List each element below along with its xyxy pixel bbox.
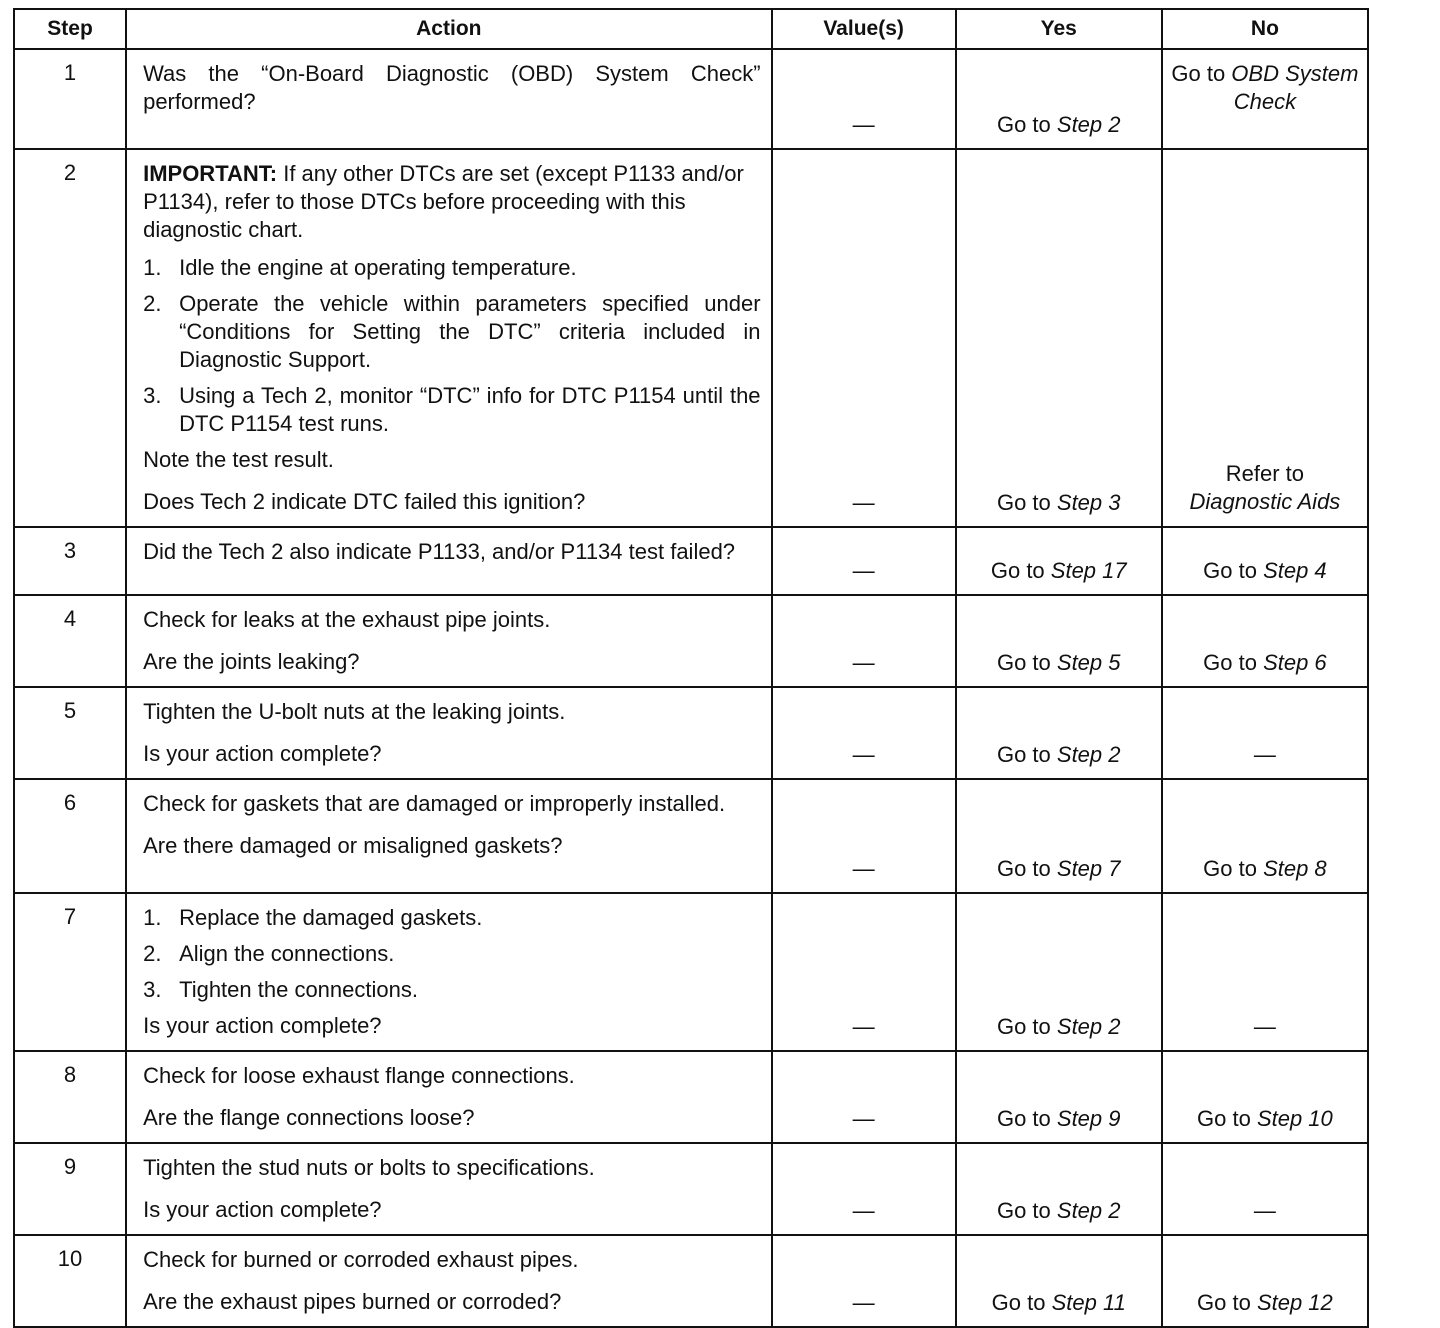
no-prefix: Go to: [1203, 558, 1264, 583]
value-cell: —: [772, 149, 956, 527]
no-link[interactable]: Step 6: [1263, 650, 1327, 675]
value-cell: —: [772, 1235, 956, 1327]
action-cell: [126, 779, 771, 893]
action-text: Was the “On-Board Diagnostic (OBD) System Check” performed?: [143, 61, 761, 114]
action-text: Tighten the stud nuts or bolts to specifications.: [143, 1155, 595, 1180]
header-step: Step: [14, 9, 126, 49]
important-note: [143, 160, 760, 244]
item-text: Replace the damaged gaskets.: [179, 905, 483, 930]
list-item: [143, 976, 760, 1004]
action-cell: [126, 527, 771, 595]
value-cell: —: [772, 1143, 956, 1235]
yes-cell: [956, 1051, 1162, 1143]
action-text: Tighten the U-bolt nuts at the leaking joints.: [143, 699, 566, 724]
table-row: [14, 49, 1368, 149]
list-item: [143, 382, 760, 438]
list-item: [143, 940, 760, 968]
yes-cell: [956, 49, 1162, 149]
value-cell: —: [772, 527, 956, 595]
table-row: [14, 893, 1368, 1051]
question-text: Is your action complete?: [143, 741, 382, 766]
step-number: 1: [14, 49, 126, 149]
action-cell: [126, 893, 771, 1051]
item-number: 2.: [143, 941, 162, 966]
action-cell: [126, 49, 771, 149]
procedure-list: [143, 254, 760, 438]
item-text: Operate the vehicle within parameters specified under “Conditions for Setting the DTC” criteria included in Diagnostic Support.: [179, 291, 761, 372]
yes-prefix: Go to: [996, 1198, 1057, 1223]
yes-link[interactable]: Step 2: [1056, 112, 1121, 137]
header-action: Action: [126, 9, 771, 49]
question-text: Does Tech 2 indicate DTC failed this ignition?: [143, 489, 586, 514]
yes-prefix: Go to: [996, 1014, 1057, 1039]
procedure-list: [143, 904, 760, 1004]
no-prefix: Refer to: [1225, 461, 1305, 486]
no-link[interactable]: OBD System Check: [1231, 61, 1359, 114]
step-number: 7: [14, 893, 126, 1051]
item-text: Align the connections.: [179, 941, 395, 966]
table-row: [14, 779, 1368, 893]
step-number: 10: [14, 1235, 126, 1327]
diagnostic-table: [13, 8, 1369, 1328]
yes-prefix: Go to: [996, 1106, 1057, 1131]
action-cell: [126, 1235, 771, 1327]
step-number: 3: [14, 527, 126, 595]
yes-cell: [956, 893, 1162, 1051]
yes-prefix: Go to: [996, 112, 1057, 137]
header-yes: Yes: [956, 9, 1162, 49]
item-number: 2.: [143, 291, 162, 316]
yes-link[interactable]: Step 3: [1056, 490, 1121, 515]
header-values: Value(s): [772, 9, 956, 49]
no-link[interactable]: Step 12: [1256, 1290, 1333, 1315]
table-row: [14, 527, 1368, 595]
no-prefix: Go to: [1171, 61, 1232, 86]
yes-prefix: Go to: [991, 1290, 1052, 1315]
no-cell: [1162, 595, 1368, 687]
question-text: Is your action complete?: [143, 1013, 382, 1038]
item-number: 1.: [143, 905, 162, 930]
no-prefix: Go to: [1197, 1106, 1257, 1131]
step-number: 9: [14, 1143, 126, 1235]
no-prefix: Go to: [1203, 856, 1264, 881]
action-cell: [126, 595, 771, 687]
no-prefix: Go to: [1197, 1290, 1257, 1315]
value-cell: —: [772, 49, 956, 149]
action-text: Check for loose exhaust flange connections.: [143, 1063, 575, 1088]
yes-link[interactable]: Step 7: [1056, 856, 1121, 881]
no-prefix: Go to: [1203, 650, 1264, 675]
step-number: 6: [14, 779, 126, 893]
action-text: Check for gaskets that are damaged or improperly installed.: [143, 791, 726, 816]
note-text: Note the test result.: [143, 447, 334, 472]
important-label: IMPORTANT:: [143, 161, 278, 186]
yes-cell: [956, 595, 1162, 687]
no-dash: —: [1253, 1198, 1276, 1223]
step-number: 5: [14, 687, 126, 779]
item-text: Using a Tech 2, monitor “DTC” info for DTC P1154 until the DTC P1154 test runs.: [179, 383, 761, 436]
no-cell: [1162, 1235, 1368, 1327]
yes-cell: [956, 1235, 1162, 1327]
table-row: [14, 595, 1368, 687]
action-cell: [126, 1051, 771, 1143]
value-cell: —: [772, 779, 956, 893]
header-no: No: [1162, 9, 1368, 49]
no-cell: [1162, 1051, 1368, 1143]
yes-link[interactable]: Step 11: [1051, 1290, 1126, 1315]
step-number: 4: [14, 595, 126, 687]
important-text: If any other DTCs are set (except P1133 and/or P1134), refer to those DTCs before proceeding with this diagnostic chart.: [143, 161, 744, 242]
action-cell: [126, 687, 771, 779]
no-cell: [1162, 1143, 1368, 1235]
table-row: [14, 1051, 1368, 1143]
yes-link[interactable]: Step 2: [1056, 742, 1121, 767]
no-cell: [1162, 687, 1368, 779]
yes-link[interactable]: Step 2: [1056, 1198, 1121, 1223]
yes-prefix: Go to: [996, 650, 1057, 675]
no-cell: [1162, 893, 1368, 1051]
no-cell: [1162, 779, 1368, 893]
table-row: [14, 1235, 1368, 1327]
no-link[interactable]: Step 8: [1263, 856, 1327, 881]
no-link[interactable]: Step 4: [1263, 558, 1327, 583]
yes-prefix: Go to: [996, 856, 1057, 881]
step-number: 2: [14, 149, 126, 527]
yes-link[interactable]: Step 9: [1056, 1106, 1121, 1131]
table-row: [14, 149, 1368, 527]
yes-cell: [956, 149, 1162, 527]
action-text: Check for leaks at the exhaust pipe joints.: [143, 607, 551, 632]
yes-prefix: Go to: [996, 490, 1057, 515]
no-link[interactable]: Step 10: [1256, 1106, 1333, 1131]
question-text: Are the flange connections loose?: [143, 1105, 475, 1130]
yes-link[interactable]: Step 5: [1056, 650, 1121, 675]
yes-cell: [956, 687, 1162, 779]
yes-prefix: Go to: [996, 742, 1057, 767]
item-number: 1.: [143, 255, 162, 280]
value-cell: —: [772, 893, 956, 1051]
action-cell: [126, 149, 771, 527]
no-dash: —: [1253, 742, 1276, 767]
list-item: [143, 290, 760, 374]
yes-cell: [956, 527, 1162, 595]
value-cell: —: [772, 687, 956, 779]
step-number: 8: [14, 1051, 126, 1143]
question-text: Are there damaged or misaligned gaskets?: [143, 833, 563, 858]
table-row: [14, 1143, 1368, 1235]
no-link[interactable]: Diagnostic Aids: [1189, 489, 1341, 514]
value-cell: —: [772, 1051, 956, 1143]
item-number: 3.: [143, 977, 162, 1002]
item-text: Idle the engine at operating temperature.: [179, 255, 577, 280]
header-row: [14, 9, 1368, 49]
yes-prefix: Go to: [990, 558, 1051, 583]
list-item: [143, 904, 760, 932]
no-cell: [1162, 49, 1368, 149]
yes-cell: [956, 1143, 1162, 1235]
yes-link[interactable]: Step 17: [1050, 558, 1127, 583]
question-text: Is your action complete?: [143, 1197, 382, 1222]
value-cell: —: [772, 595, 956, 687]
yes-link[interactable]: Step 2: [1056, 1014, 1121, 1039]
no-dash: —: [1253, 1014, 1276, 1039]
item-number: 3.: [143, 383, 162, 408]
action-text: Did the Tech 2 also indicate P1133, and/or P1134 test failed?: [143, 539, 736, 564]
no-cell: [1162, 527, 1368, 595]
item-text: Tighten the connections.: [179, 977, 418, 1002]
question-text: Are the joints leaking?: [143, 649, 360, 674]
action-cell: [126, 1143, 771, 1235]
yes-cell: [956, 779, 1162, 893]
table-row: [14, 687, 1368, 779]
question-text: Are the exhaust pipes burned or corroded?: [143, 1289, 562, 1314]
action-text: Check for burned or corroded exhaust pipes.: [143, 1247, 579, 1272]
list-item: [143, 254, 760, 282]
no-cell: [1162, 149, 1368, 527]
